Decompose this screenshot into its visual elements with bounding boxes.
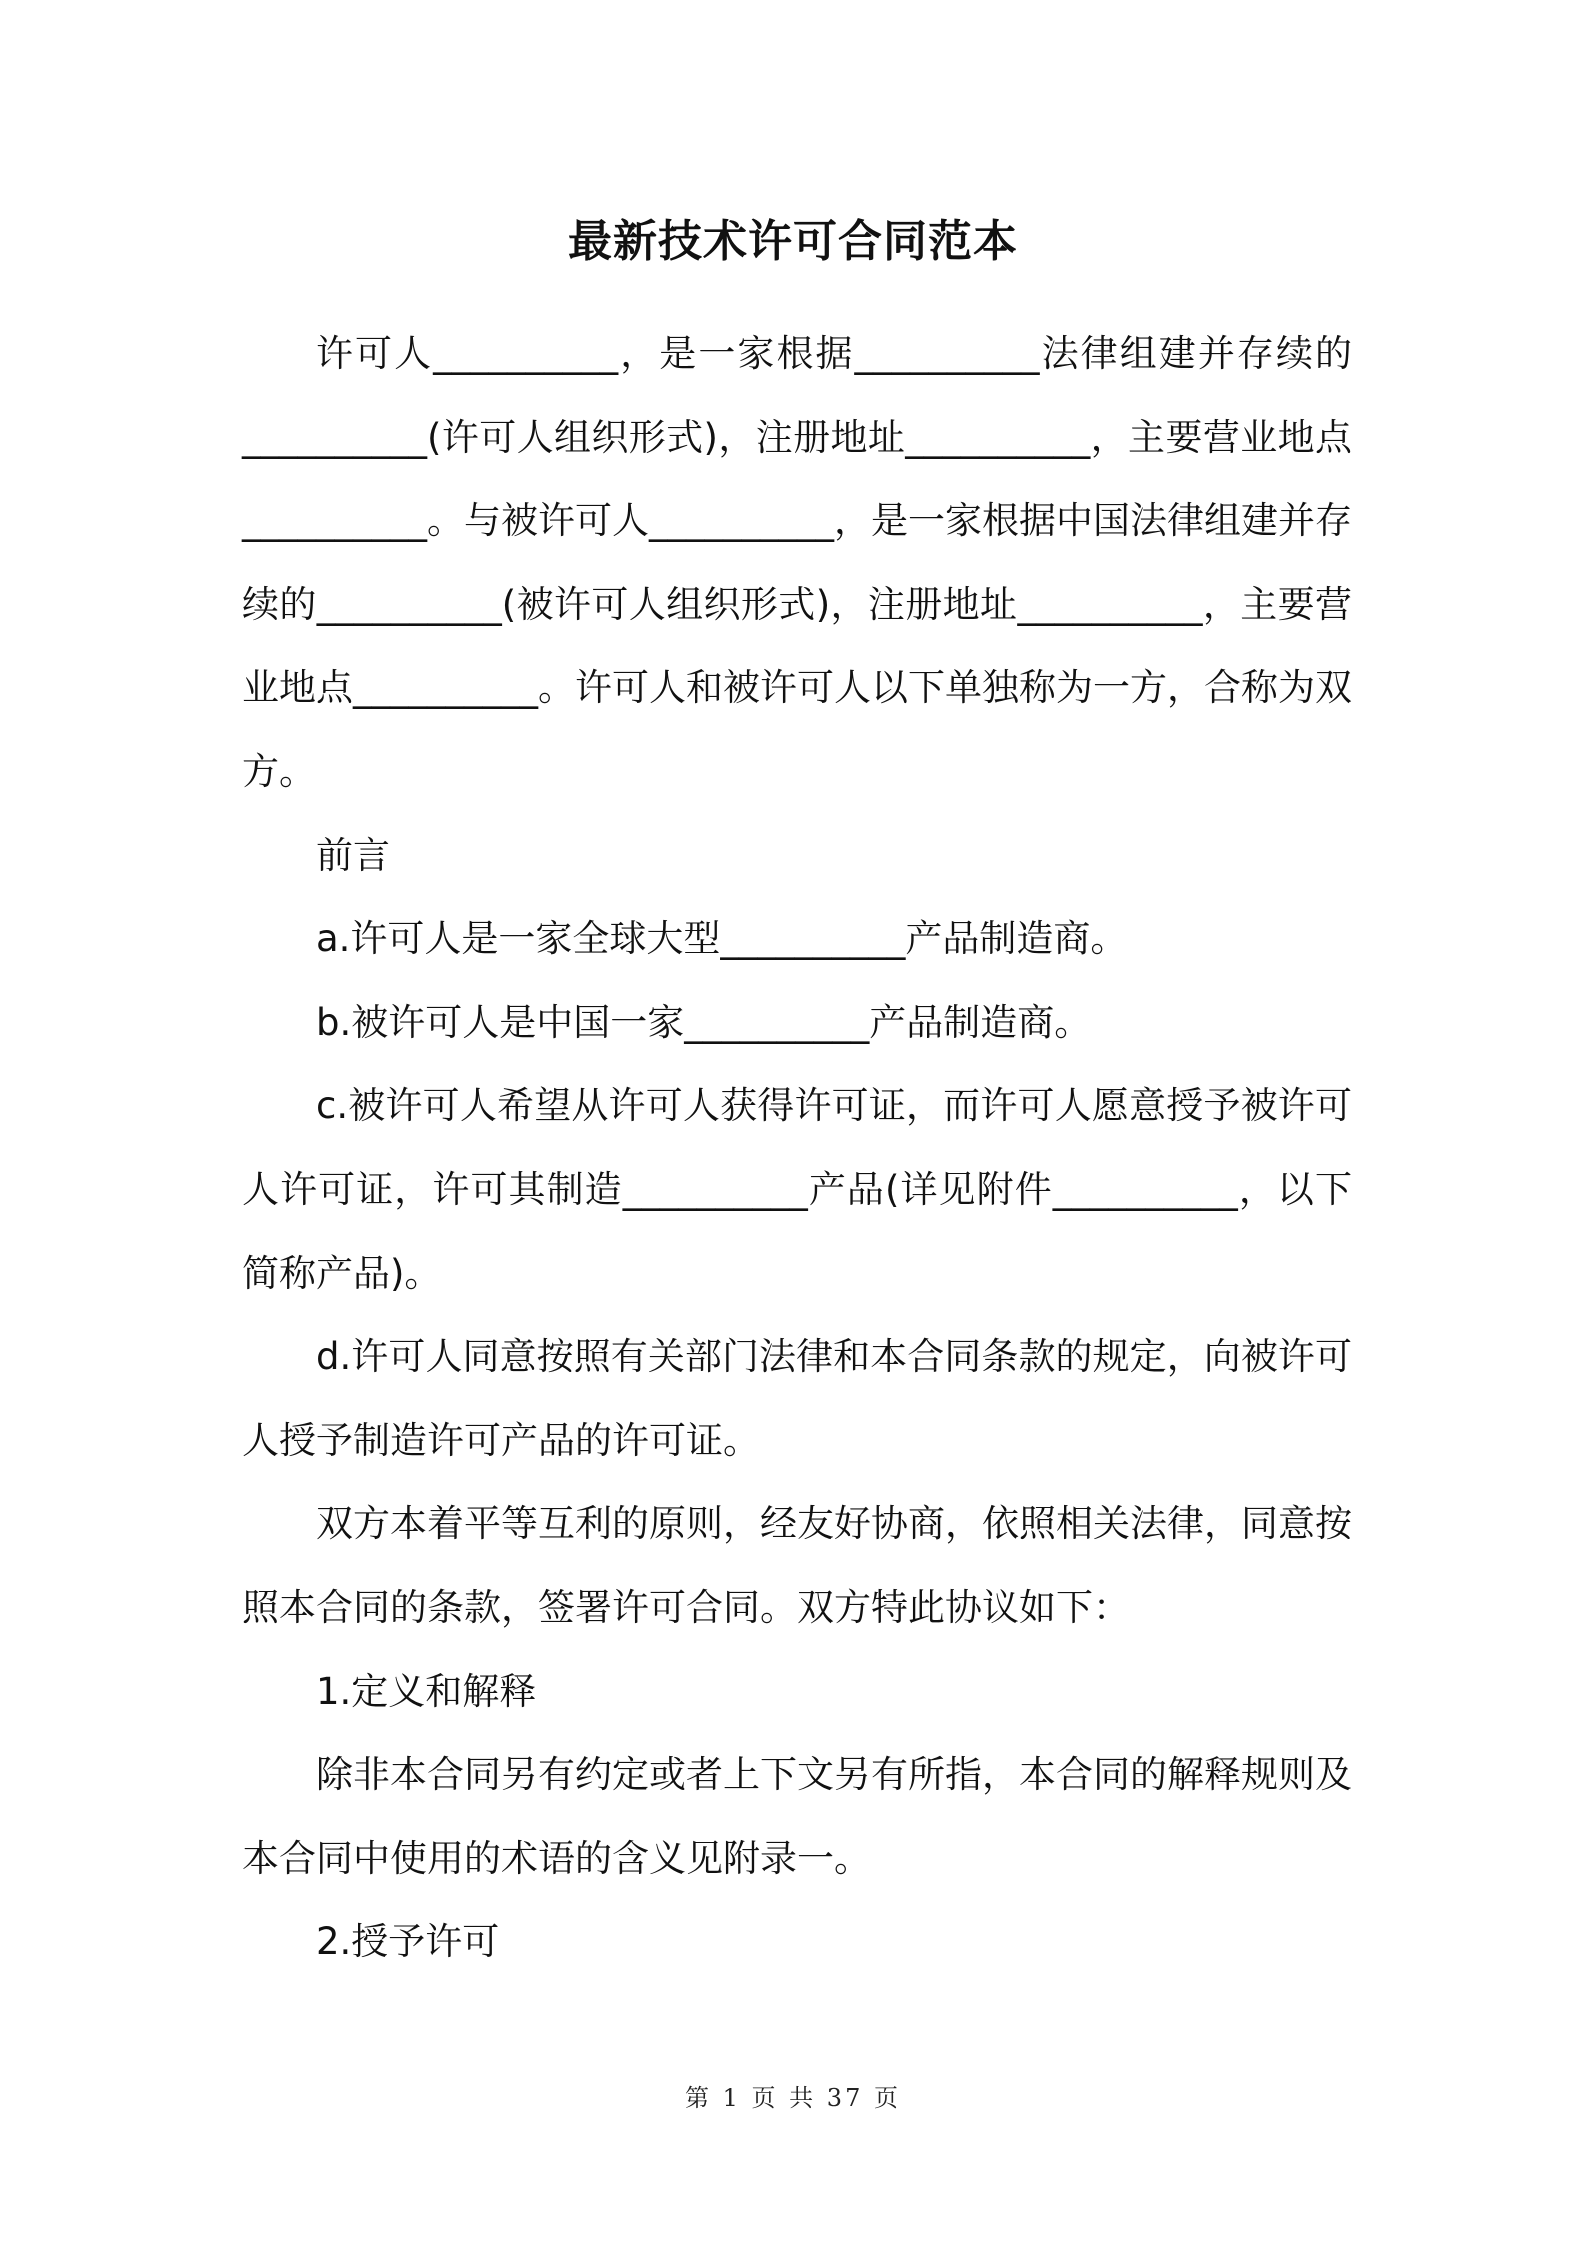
- heading-preface: 前言: [316, 833, 390, 877]
- paragraph-preface-b: b.被许可人是中国一家__________产品制造商。: [316, 1000, 1092, 1044]
- paragraph-preface-c: c.被许可人希望从许可人获得许可证，而许可人愿意授予被许可人许可证，许可其制造__________产品(详见附件__________，以下简称产品)。: [242, 1084, 1352, 1295]
- document-title: 最新技术许可合同范本: [568, 216, 1018, 267]
- heading-definitions: 1.定义和解释: [316, 1669, 537, 1713]
- paragraph-definitions: 除非本合同另有约定或者上下文另有所指，本合同的解释规则及本合同中使用的术语的含义见附录一。: [242, 1753, 1352, 1880]
- paragraph-preface-d: d.许可人同意按照有关部门法律和本合同条款的规定，向被许可人授予制造许可产品的许可证。: [242, 1335, 1352, 1462]
- paragraph-preface-a: a.许可人是一家全球大型__________产品制造商。: [316, 917, 1128, 961]
- paragraph-parties: 许可人__________，是一家根据__________法律组建并存续的__________(许可人组织形式)，注册地址__________，主要营业地点__________。与被许可人__________，是一家根据中国法律组建并存续的__________(被许可人组织形式)，注册地址__________，主要营业地点__________。许可人和被许可人以下单独称为一方，合称为双方。: [242, 332, 1352, 793]
- paragraph-agreement: 双方本着平等互利的原则，经友好协商，依照相关法律，同意按照本合同的条款，签署许可合同。双方特此协议如下：: [242, 1502, 1352, 1629]
- heading-grant-license: 2.授予许可: [316, 1920, 500, 1964]
- page-footer: 第 1 页 共 37 页: [685, 2084, 901, 2112]
- document-body: [242, 312, 1352, 1984]
